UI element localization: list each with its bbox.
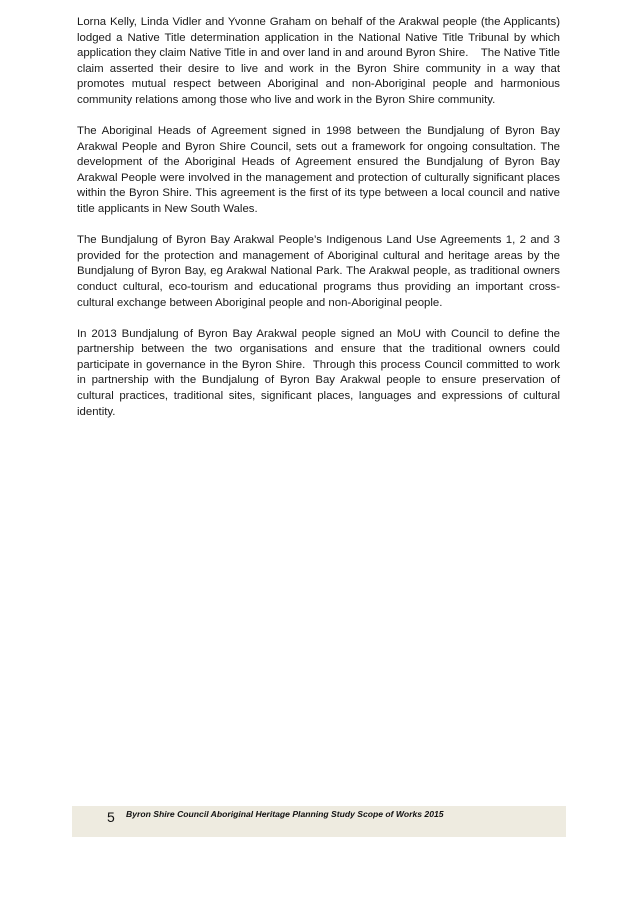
paragraph-mou-2013: In 2013 Bundjalung of Byron Bay Arakwal people signed an MoU with Council to define the partnership between the two organisations and ensure that the traditional owners could participate in governance in the Byron Shire. Through this process Council committed to work in partnership with the Bundjalung of Byron Bay Arakwal people to ensure preservation of cultural practices, traditional sites, significant places, languages and expressions of cultural identity. — [77, 327, 564, 418]
page-footer — [72, 806, 566, 837]
page-number: 5 — [107, 809, 115, 825]
footer-title: Byron Shire Council Aboriginal Heritage Planning Study Scope of Works 2015 — [126, 809, 444, 819]
paragraph-land-use-agreements: The Bundjalung of Byron Bay Arakwal People’s Indigenous Land Use Agreements 1, 2 and 3 provided for the protection and management of Aboriginal cultural and heritage areas by the Bundjalung of Byron Bay, eg Arakwal National Park. The Arakwal people, as traditional owners conduct cultural, eco-tourism and educational programs thus providing an important cross-cultural exchange between Aboriginal people and non-Aboriginal people. — [77, 234, 564, 309]
paragraph-native-title-claim: Lorna Kelly, Linda Vidler and Yvonne Graham on behalf of the Arakwal people (the Applicants) lodged a Native Title determination application in the National Native Title Tribunal by which application they claim Native Title in and over land in and around Byron Shire. The Native Title claim asserted their desire to live and work in the Byron Shire community in a way that promotes mutual respect between Aboriginal and non-Aboriginal people and harmonious community relations among those who live and work in the Byron Shire community. — [77, 16, 564, 106]
document-body — [77, 15, 564, 436]
paragraph-heads-of-agreement: The Aboriginal Heads of Agreement signed in 1998 between the Bundjalung of Byron Bay Arakwal People and Byron Shire Council, sets out a framework for ongoing consultation. The development of the Aboriginal Heads of Agreement ensured the Bundjalung of Byron Bay Arakwal People were involved in the management and protection of culturally significant places within the Byron Shire. This agreement is the first of its type between a local council and native title applicants in New South Wales. — [77, 125, 564, 216]
